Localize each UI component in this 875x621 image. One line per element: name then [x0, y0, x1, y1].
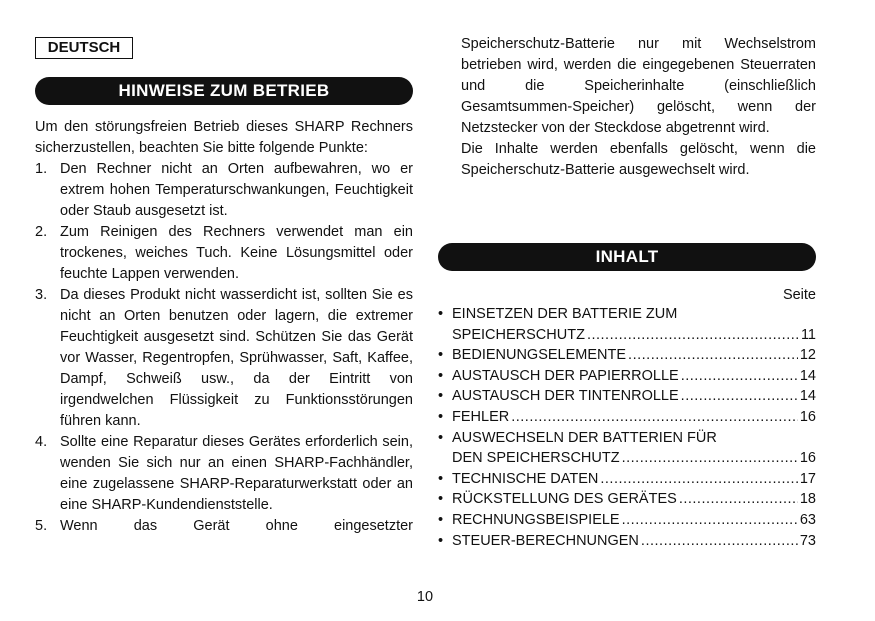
toc-entry[interactable] — [438, 366, 816, 387]
battery-note-paragraph: Die Inhalte werden ebenfalls gelöscht, wenn die Speicherschutz-Batterie ausgewechselt wird. — [461, 141, 816, 178]
toc-entry-page: 17 — [799, 470, 816, 487]
list-item — [35, 222, 413, 285]
bullet-icon: • — [438, 347, 444, 364]
bullet-icon: • — [438, 532, 444, 549]
bullet-icon: • — [438, 367, 444, 384]
dot-leader — [600, 469, 798, 490]
dot-leader — [681, 366, 798, 387]
list-item-number: 4. — [35, 434, 48, 450]
toc-entry-title-line1: AUSWECHSELN DER BATTERIEN FÜR — [452, 429, 717, 446]
toc-entry[interactable] — [438, 428, 816, 469]
toc-entry-title: RECHNUNGSBEISPIELE — [452, 511, 620, 528]
operating-notes-section — [35, 117, 413, 537]
toc-entry-page: 18 — [799, 491, 816, 508]
toc-entry-page: 12 — [799, 347, 816, 364]
bullet-icon: • — [438, 388, 444, 405]
bullet-icon: • — [438, 470, 444, 487]
toc-entry[interactable] — [438, 304, 816, 345]
toc-entry-page: 16 — [799, 408, 816, 425]
toc-entry-page: 16 — [799, 450, 816, 467]
toc-entry[interactable] — [438, 510, 816, 531]
operating-notes-heading: HINWEISE ZUM BETRIEB — [35, 77, 413, 105]
toc-entry-page: 63 — [799, 511, 816, 528]
bullet-icon: • — [438, 429, 444, 446]
table-of-contents — [438, 304, 816, 551]
dot-leader — [622, 448, 798, 469]
dot-leader — [681, 386, 798, 407]
toc-entry[interactable] — [438, 469, 816, 490]
list-item — [35, 285, 413, 432]
bullet-icon: • — [438, 511, 444, 528]
list-item-text: Da dieses Produkt nicht wasserdicht ist, sollten Sie es nicht an Orten benutzen oder lagern, die extremer Feuchtigkeit ausgesetzt sind. Schützen Sie das Gerät vor Wasser, Regentropfen, Sprühwasser, Saft, Kaffee, Dampf, Schweiß usw., da der Eintritt von irgendwelchen Flüssigkeit zu Funktionsstörungen führen kann. — [60, 287, 413, 429]
contents-heading: INHALT — [438, 243, 816, 271]
toc-entry-page: 14 — [799, 367, 816, 384]
language-tag: DEUTSCH — [35, 37, 133, 59]
operating-notes-list — [35, 159, 413, 537]
toc-entry-title: BEDIENUNGSELEMENTE — [452, 347, 627, 364]
toc-entry[interactable] — [438, 345, 816, 366]
toc-entry-title: AUSTAUSCH DER TINTENROLLE — [452, 388, 679, 405]
toc-entry-title: AUSTAUSCH DER PAPIERROLLE — [452, 367, 679, 384]
toc-entry-title: DEN SPEICHERSCHUTZ — [452, 450, 620, 467]
toc-entry-title: RÜCKSTELLUNG DES GERÄTES — [452, 491, 677, 508]
page-column-label: Seite — [782, 287, 816, 303]
dot-leader — [587, 325, 799, 346]
toc-entry-title-line1: EINSETZEN DER BATTERIE ZUM — [452, 306, 678, 322]
operating-notes-intro: Um den störungsfreien Betrieb dieses SHARP Rechners sicherzustellen, beachten Sie bitte folgende Punkte: — [35, 119, 413, 156]
dot-leader — [622, 510, 798, 531]
list-item-text: Wenn das Gerät ohne eingesetzter — [60, 518, 413, 534]
list-item — [35, 516, 413, 537]
list-item-number: 5. — [35, 518, 48, 534]
dot-leader — [628, 345, 798, 366]
toc-entry[interactable] — [438, 531, 816, 552]
toc-entry-title: TECHNISCHE DATEN — [452, 470, 599, 487]
bullet-icon: • — [438, 306, 444, 322]
list-item-text: Den Rechner nicht an Orten aufbewahren, wo er extrem hohen Temperaturschwankungen, Feuchtigkeit oder Staub ausgesetzt ist. — [60, 161, 413, 219]
continued-paragraph: Speicherschutz-Batterie nur mit Wechselstrom betrieben wird, werden die eingegebenen Steuerraten und die Speicherinhalte (einschließlich Gesamtsummen-Speicher) gelöscht, wenn der Netzstecker von der Steckdose abgetrennt wird. — [461, 36, 816, 136]
list-item-number: 1. — [35, 161, 48, 177]
toc-entry[interactable] — [438, 407, 816, 428]
toc-entry[interactable] — [438, 489, 816, 510]
continued-text — [461, 34, 816, 181]
dot-leader — [679, 489, 798, 510]
toc-entry-page: 14 — [799, 388, 816, 405]
bullet-icon: • — [438, 408, 444, 425]
list-item — [35, 432, 413, 516]
list-item-number: 2. — [35, 224, 48, 240]
list-item-number: 3. — [35, 287, 48, 303]
toc-entry[interactable] — [438, 386, 816, 407]
list-item — [35, 159, 413, 222]
dot-leader — [641, 531, 798, 552]
page-number: 10 — [416, 589, 434, 605]
toc-entry-title: FEHLER — [452, 408, 510, 425]
dot-leader — [511, 407, 798, 428]
toc-entry-page: 11 — [800, 326, 816, 343]
list-item-text: Zum Reinigen des Rechners verwendet man ein trockenes, weiches Tuch. Keine Lösungsmittel oder feuchte Lappen verwenden. — [60, 224, 413, 282]
toc-entry-page: 73 — [799, 532, 816, 549]
list-item-text: Sollte eine Reparatur dieses Gerätes erforderlich sein, wenden Sie sich nur an einen SHARP-Fachhändler, eine zugelassene SHARP-Reparaturwerkstatt oder an eine SHARP-Kundendienststelle. — [60, 434, 413, 513]
toc-entry-title: STEUER-BERECHNUNGEN — [452, 532, 639, 549]
bullet-icon: • — [438, 491, 444, 508]
toc-entry-title: SPEICHERSCHUTZ — [452, 326, 585, 343]
